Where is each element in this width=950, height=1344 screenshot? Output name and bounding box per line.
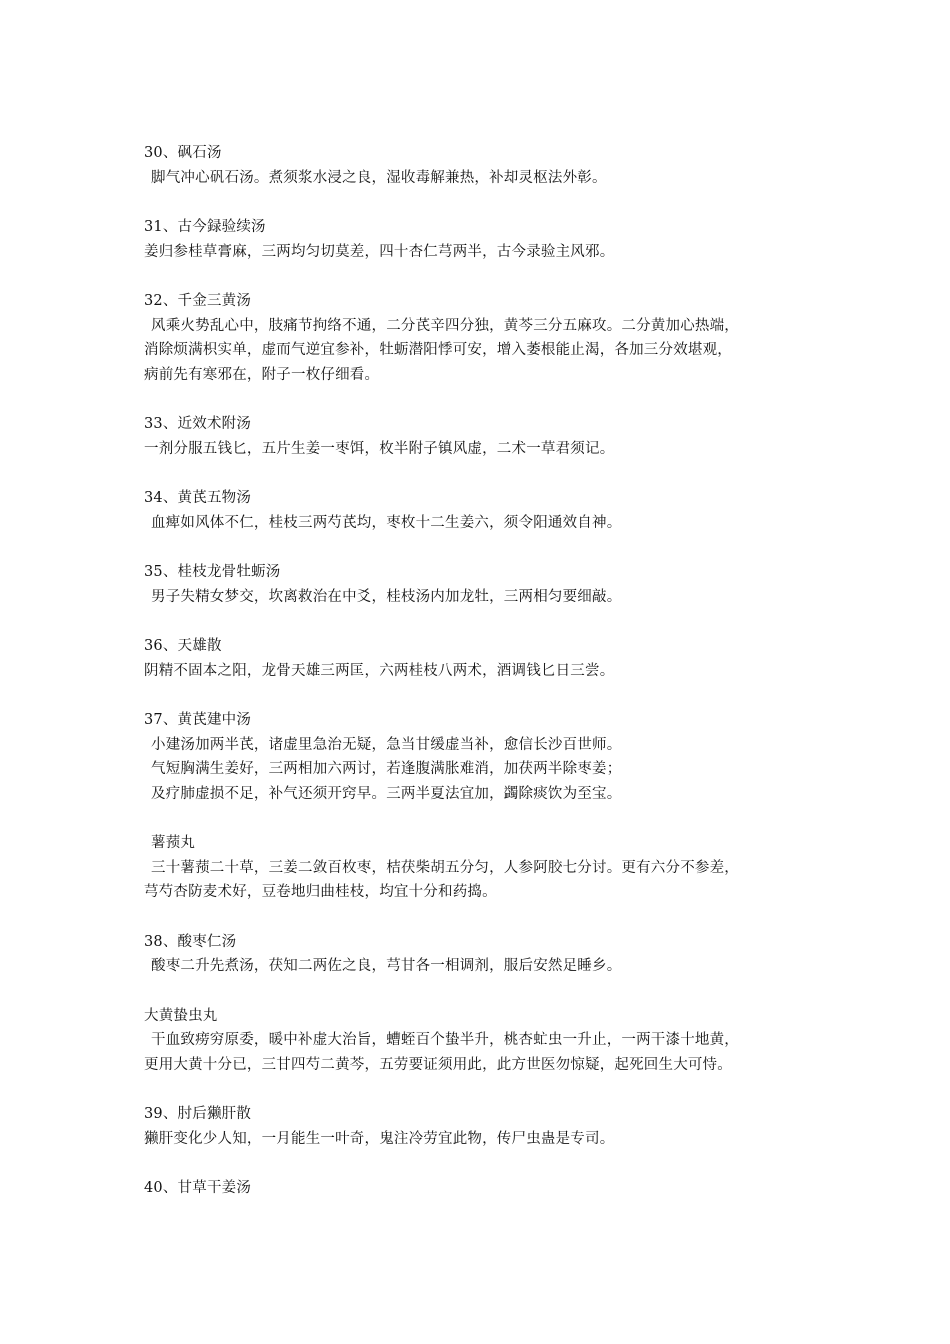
formula-title: 35、桂枝龙骨牡蛎汤 [144,564,281,580]
verse-line: 及疗肺虚损不足，补气还须开窍早。三两半夏法宜加，蠲除痰饮为至宝。 [151,785,622,802]
verse-line: 消除烦满枳实单，虚而气逆宜参补，牡蛎潜阳悸可安，增入萎根能止渴，各加三分效堪观， [144,342,732,358]
formula-title: 38、酸枣仁汤 [144,933,237,950]
formula-entry [144,1176,814,1201]
formula-entry [144,708,814,806]
formula-entry [144,141,814,190]
verse-line: 脚气冲心矾石汤。煮须浆水浸之良，湿收毒解兼热，补却灵枢法外彰。 [151,169,607,186]
formula-title: 30、砜石汤 [144,145,222,161]
formula-entry [144,831,814,905]
formula-entry [144,1004,814,1078]
formula-title: 34、黄芪五物汤 [144,490,252,506]
formula-title: 大黄蛰虫丸 [144,1007,218,1024]
verse-line: 病前先有寒邪在，附子一枚仔细看。 [144,366,380,383]
formula-entry [144,289,814,387]
verse-line: 獭肝变化少人知，一月能生一叶奇，鬼注冷劳宜此物，传尸虫蛊是专司。 [144,1130,615,1147]
formula-title: 36、天雄散 [144,638,222,654]
formula-title: 37、黄芪建中汤 [144,712,252,728]
formula-entry [144,930,814,979]
verse-line: 男子失精女梦交，坎离救治在中爻，桂枝汤内加龙牡，三两相匀要细敲。 [151,588,622,605]
verse-line: 三十薯蓣二十草，三姜二敛百枚枣，桔茯柴胡五分匀，人参阿胶七分讨。更有六分不参差， [151,859,739,876]
formula-title: 33、近效术附汤 [144,416,252,432]
formula-title: 39、肘后獭肝散 [144,1106,252,1122]
verse-line: 气短胸满生姜好，三两相加六两讨，若逢腹满胀难消，加茯两半除枣姜； [151,761,622,777]
formula-entry [144,412,814,461]
document-page [144,141,814,1226]
formula-title: 32、千金三黄汤 [144,293,252,309]
verse-line: 干血致痨穷原委，暖中补虚大治旨，螬蛭百个蛰半升，桃杏虻虫一升止，一两干漆十地黄， [151,1032,739,1048]
verse-line: 芎芍杏防麦术好，豆卷地归曲桂枝，均宜十分和药捣。 [144,884,497,900]
formula-title: 薯蓣丸 [151,835,196,851]
verse-line: 小建汤加两半芪，诸虚里急治无疑，急当甘缓虚当补，愈信长沙百世师。 [151,736,622,753]
verse-line: 血痺如风体不仁，桂枝三两芍芪均，枣枚十二生姜六，须令阳通效自神。 [151,514,622,531]
verse-line: 一剂分服五钱匕，五片生姜一枣饵，枚半附子镇风虚，二术一草君须记。 [144,440,615,457]
verse-line: 更用大黄十分已，三甘四芍二黄芩，五劳要证须用此，此方世医勿惊疑，起死回生大可恃。 [144,1056,732,1073]
verse-line: 阴精不固本之阳，龙骨天雄三两匡，六两桂枝八两术，酒调钱匕日三尝。 [144,662,615,679]
formula-entry [144,486,814,535]
verse-line: 酸枣二升先煮汤，茯知二两佐之良，芎甘各一相调剂，服后安然足睡乡。 [151,958,622,974]
verse-line: 姜归参桂草膏麻，三两均匀切莫差，四十杏仁芎两半，古今录验主风邪。 [144,243,615,260]
formula-entry [144,560,814,609]
formula-entry [144,215,814,264]
verse-line: 风乘火势乱心中，肢痛节拘络不通，二分芪辛四分独，黄芩三分五麻攻。二分黄加心热端， [151,317,739,334]
formula-entry [144,1102,814,1151]
formula-title: 31、古今録验续汤 [144,219,266,235]
formula-title: 40、甘草干姜汤 [144,1180,252,1196]
formula-entry [144,634,814,683]
